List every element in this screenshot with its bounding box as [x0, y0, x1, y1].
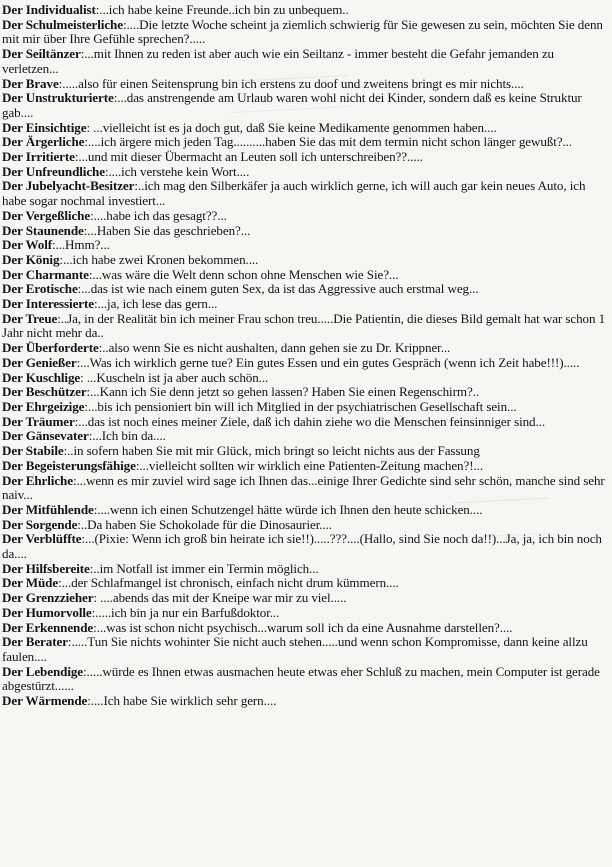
document-entry [2, 532, 606, 561]
document-entry [2, 429, 606, 444]
entry-name: Der Mitfühlende [2, 501, 94, 517]
entry-text: :...mit Ihnen zu reden ist aber auch wie ein Seiltanz - immer besteht die Gefahr jemanden zu verletzen... [2, 46, 554, 76]
document-entry [2, 385, 606, 400]
document-entry [2, 621, 606, 636]
entry-text: :...was wäre die Welt denn schon ohne Menschen wie Sie?... [88, 266, 399, 282]
entry-name: Der Irritierte [2, 149, 75, 165]
entry-text: :...bis ich pensioniert bin will ich Mitglied in der psychiatrischen Gesellschaft sein... [84, 398, 517, 414]
document-entry [2, 18, 606, 47]
entry-text: :.....also für einen Seitensprung bin ich erstens zu doof und zweitens bringt es mir nichts.... [58, 75, 524, 91]
document-entry [2, 444, 606, 459]
entry-name: Der Interessierte [2, 296, 94, 312]
document-entry [2, 341, 606, 356]
document-entry [2, 474, 606, 503]
entry-name: Der Unfreundliche [2, 163, 105, 179]
entry-text: :...was ist schon nicht psychisch...warum soll ich da eine Ausnahme darstellen?.... [93, 619, 513, 635]
document-entry [2, 576, 606, 591]
document-entry [2, 268, 606, 283]
entry-text: :.....ich bin ja nur ein Barfußdoktor... [91, 604, 280, 620]
entry-name: Der Grenzzieher [2, 590, 94, 606]
entry-name: Der Wolf [2, 237, 52, 253]
entry-name: Der Ehrliche [2, 472, 73, 488]
document-entry [2, 282, 606, 297]
entry-text: :...das ist wie nach einem guten Sex, da ist das Aggressive auch erstmal weg... [77, 281, 479, 297]
entry-text: :...ich habe zwei Kronen bekommen.... [59, 251, 259, 267]
entry-name: Der Ärgerliche [2, 134, 85, 150]
document-entry [2, 635, 606, 664]
entry-name: Der Staunende [2, 222, 84, 238]
document-entry [2, 121, 606, 136]
document-entry [2, 135, 606, 150]
document-entry [2, 356, 606, 371]
entry-name: Der Unstrukturierte [2, 90, 114, 106]
document-entry [2, 165, 606, 180]
entry-name: Der Genießer [2, 354, 77, 370]
entry-name: Der Gänsevater [2, 428, 89, 444]
entry-text: :...Ich bin da.... [88, 428, 166, 444]
entry-name: Der Ehrgeizige [2, 398, 85, 414]
entry-text: :.....Tun Sie nichts wohinter Sie nicht auch stehen.....und wenn schon Kompromisse, dann keine allzu faulen.... [2, 634, 588, 664]
document-entry [2, 77, 606, 92]
document-entry [2, 459, 606, 474]
entry-name: Der Schulmeisterliche [2, 16, 123, 32]
document-entry [2, 518, 606, 533]
entry-text: :....ich verstehe kein Wort.... [104, 163, 250, 179]
entry-text: :...Hmm?... [52, 237, 110, 253]
entry-name: Der Seiltänzer [2, 46, 81, 62]
document-entry [2, 503, 606, 518]
entry-name: Der Treue [2, 310, 58, 326]
entry-name: Der Beschützer [2, 384, 87, 400]
entry-text: :..Da haben Sie Schokolade für die Dinosaurier.... [77, 516, 332, 532]
entry-text: :...ja, ich lese das gern... [93, 296, 218, 312]
entry-text: : ...vielleicht ist es ja doch gut, daß Sie keine Medikamente genommen haben.... [86, 119, 497, 135]
entry-name: Der Überforderte [2, 340, 99, 356]
entry-name: Der Erkennende [2, 619, 94, 635]
entry-text: :....habe ich das gesagt??... [90, 207, 227, 223]
entry-text: :...der Schlafmangel ist chronisch, einfach nicht drum kümmern.... [58, 575, 399, 591]
entry-name: Der Sorgende [2, 516, 78, 532]
entry-text: :.....würde es Ihnen etwas ausmachen heute etwas eher Schluß zu machen, mein Computer ist gerade abgestürzt...... [2, 663, 600, 694]
entry-text: :..im Notfall ist immer ein Termin möglich... [89, 560, 319, 576]
document-entry [2, 415, 606, 430]
entry-text: :...(Pixie: Wenn ich groß bin heirate ich sie!!).....???....(Hallo, sind Sie noch da!!)...Ja, ja, ich bin noch da.... [2, 531, 602, 562]
entry-text: :...Haben Sie das geschrieben?... [83, 222, 251, 238]
entry-text: :...ich habe keine Freunde..ich bin zu unbequem.. [95, 2, 349, 17]
entry-text: :...wenn es mir zuviel wird sage ich Ihnen das...einige Ihrer Gedichte sind sehr schön, manche sind sehr naiv... [2, 472, 605, 503]
entry-text: :...Was ich wirklich gerne tue? Ein gutes Essen und ein gutes Gespräch (wenn ich Zeit habe!!!)..... [76, 354, 580, 370]
document-entry [2, 224, 606, 239]
entry-text: :...und mit dieser Übermacht an Leuten soll ich unterschreiben??..... [74, 149, 423, 165]
entry-name: Der Einsichtige [2, 119, 87, 135]
entry-name: Der Individualist [2, 2, 96, 17]
document-entry [2, 606, 606, 621]
entry-text: : ...Kuscheln ist ja aber auch schön... [80, 369, 269, 385]
document-entry [2, 312, 606, 341]
document-entry [2, 150, 606, 165]
entry-name: Der Berater [2, 634, 68, 650]
entry-text: :..also wenn Sie es nicht aushalten, dann gehen sie zu Dr. Krippner... [98, 340, 451, 356]
entry-name: Der Stabile [2, 443, 64, 459]
document-entry [2, 238, 606, 253]
entry-name: Der Humorvolle [2, 604, 92, 620]
entry-name: Der Erotische [2, 281, 78, 297]
entry-text: :...vielleicht sollten wir wirklich eine Patienten-Zeitung machen?!... [135, 457, 483, 473]
entry-name: Der Kuschlige [2, 369, 81, 385]
entry-text: :....wenn ich einen Schutzengel hätte würde ich Ihnen den heute schicken.... [93, 501, 483, 517]
entry-text: :..ich mag den Silberkäfer ja auch wirklich gerne, ich will auch gar kein neues Auto, ich habe sogar nochmal investiert... [2, 178, 586, 209]
entry-name: Der Lebendige [2, 663, 84, 679]
entry-name: Der Jubelyacht-Besitzer [2, 178, 135, 194]
entry-text: : ....abends das mit der Kneipe war mir zu viel..... [93, 590, 347, 606]
document-entry [2, 562, 606, 577]
document-text-block [2, 3, 606, 709]
entry-text: :...Kann ich Sie denn jetzt so gehen lassen? Haben Sie einen Regenschirm?.. [86, 384, 479, 400]
document-entry [2, 371, 606, 386]
entry-text: :....Die letzte Woche scheint ja ziemlich schwierig für Sie gewesen zu sein, möchten Sie denn mit mir über Ihre Gefühle sprechen?..... [2, 16, 603, 47]
entry-name: Der Müde [2, 575, 59, 591]
document-entry [2, 209, 606, 224]
document-entry [2, 297, 606, 312]
entry-text: :..Ja, in der Realität bin ich meiner Frau schon treu.....Die Patientin, die dieses Bild gemalt hat war schon 1 Jahr nicht mehr da.. [2, 310, 606, 341]
document-entry [2, 591, 606, 606]
entry-name: Der Wärmende [2, 693, 88, 709]
document-entry [2, 179, 606, 208]
entry-name: Der Vergeßliche [2, 207, 91, 223]
document-entry [2, 400, 606, 415]
entry-name: Der Brave [2, 75, 59, 91]
document-entry [2, 694, 606, 709]
document-entry [2, 253, 606, 268]
entry-name: Der König [2, 251, 60, 267]
entry-text: :..in sofern haben Sie mit mir Glück, mich bringt so leicht nichts aus der Fassung [63, 443, 480, 459]
document-entry [2, 91, 606, 120]
document-entry [2, 47, 606, 76]
entry-name: Der Träumer [2, 413, 75, 429]
document-entry [2, 3, 606, 18]
entry-name: Der Hilfsbereite [2, 560, 90, 576]
document-entry [2, 665, 606, 694]
entry-text: :....ich ärgere mich jeden Tag..........haben Sie das mit dem termin nicht schon länger gewußt?... [84, 134, 573, 150]
entry-text: :...das anstrengende am Urlaub waren wohl nicht dei Kinder, sondern daß es keine Struktur gab.... [2, 90, 582, 120]
entry-name: Der Begeisterungsfähige [2, 457, 136, 473]
entry-name: Der Verblüffte [2, 531, 82, 547]
entry-text: :....Ich habe Sie wirklich sehr gern.... [87, 693, 277, 709]
entry-name: Der Charmante [2, 266, 89, 282]
entry-text: :...das ist noch eines meiner Ziele, daß ich dahin ziehe wo die Menschen feinsinniger sind... [74, 413, 546, 429]
